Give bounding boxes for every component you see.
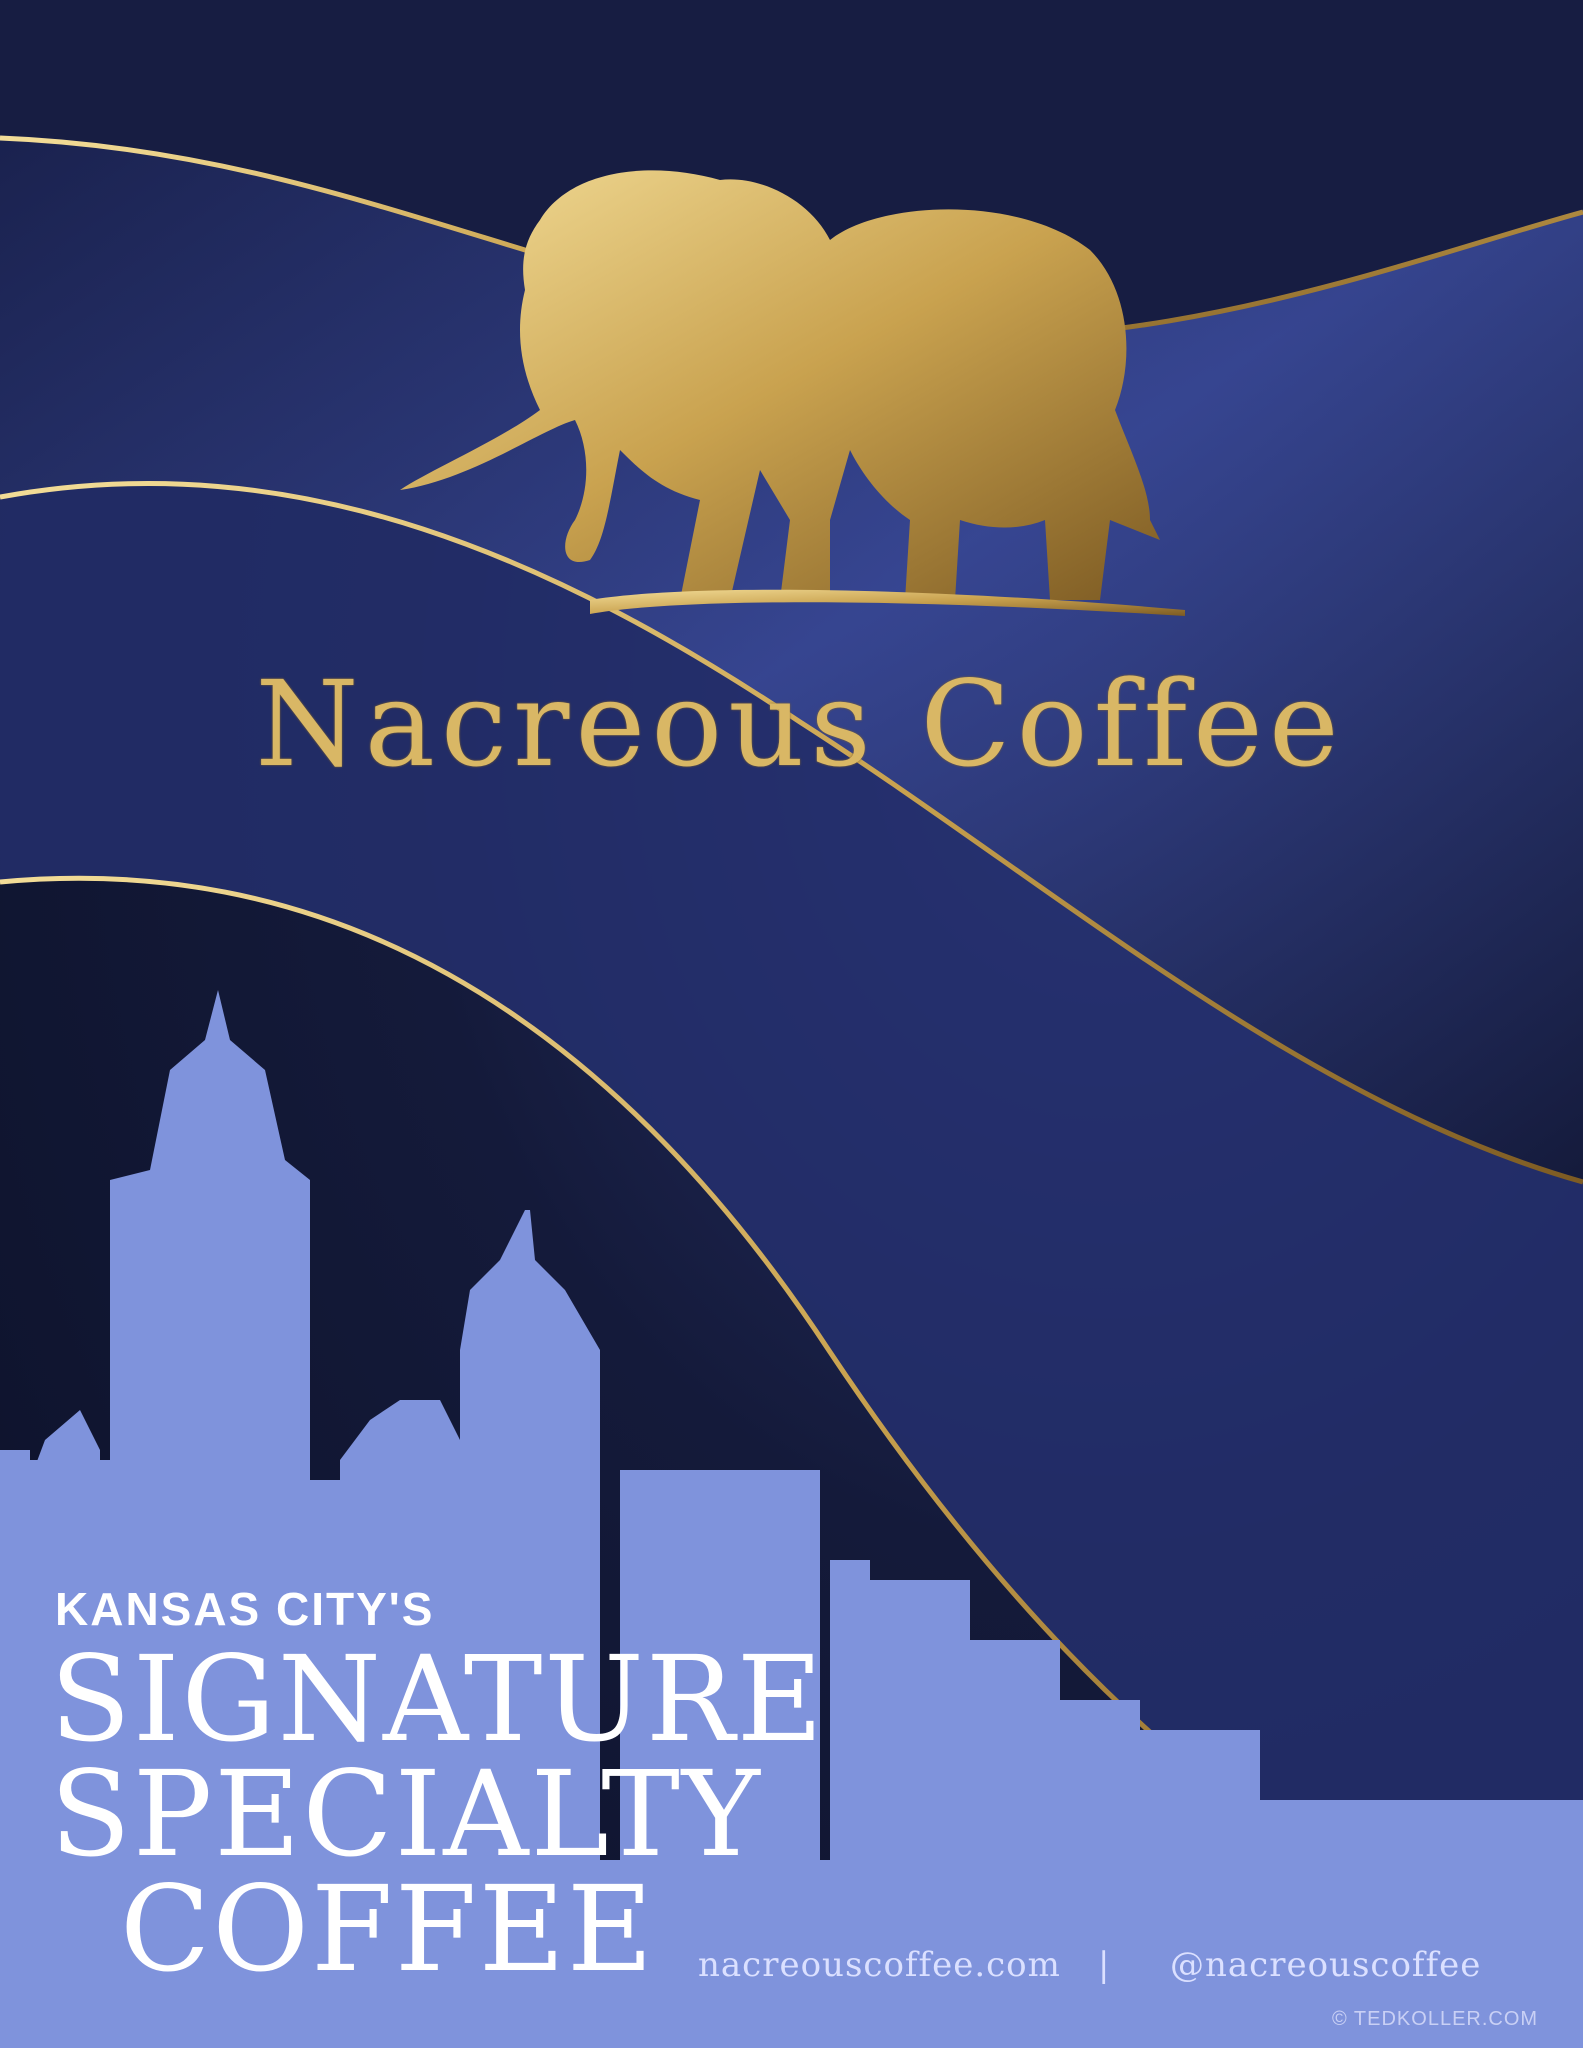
tagline-specialty: SPECIALTY	[50, 1745, 762, 1883]
tagline-kansas-city: KANSAS CITY'S	[55, 1583, 435, 1635]
social-handle[interactable]: @nacreouscoffee	[1170, 1945, 1482, 1985]
tagline-coffee: COFFEE	[120, 1860, 656, 1998]
tagline-signature: SIGNATURE	[50, 1630, 825, 1768]
artist-credit: © TEDKOLLER.COM	[1332, 2008, 1539, 2030]
footer-separator: |	[1098, 1945, 1111, 1985]
website-link[interactable]: nacreouscoffee.com	[698, 1945, 1061, 1985]
brand-name: Nacreous Coffee	[255, 655, 1345, 793]
